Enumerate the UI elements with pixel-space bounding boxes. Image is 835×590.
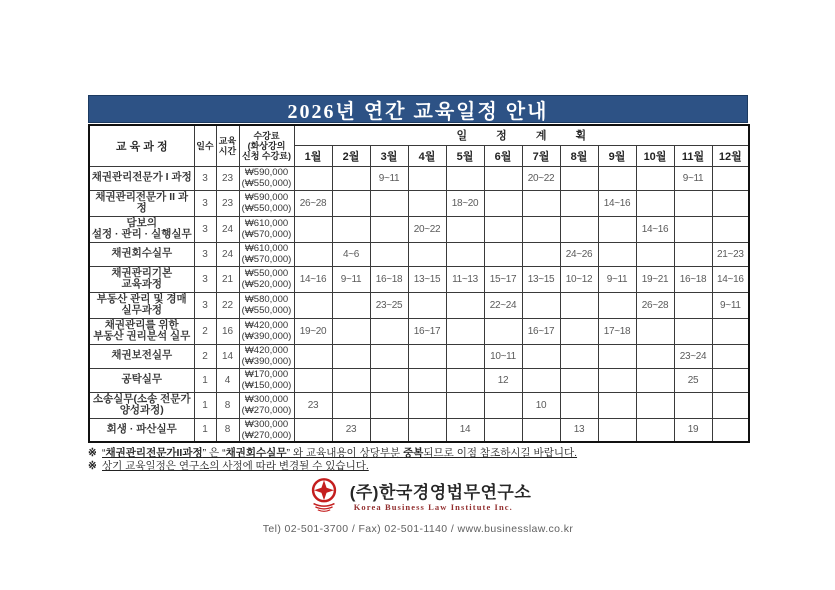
- days-cell: 3: [194, 216, 216, 242]
- schedule-table-body: [89, 166, 749, 442]
- schedule-cell: [598, 344, 636, 368]
- schedule-cell: 13~15: [408, 266, 446, 292]
- schedule-cell: [332, 392, 370, 418]
- schedule-cell: 23~24: [674, 344, 712, 368]
- schedule-cell: 9~11: [674, 166, 712, 190]
- note-1: [88, 447, 748, 460]
- course-name-cell: 채권관리전문가 II 과정: [89, 190, 194, 216]
- hours-cell: 23: [216, 190, 239, 216]
- hours-cell: 14: [216, 344, 239, 368]
- schedule-cell: [370, 418, 408, 442]
- schedule-cell: [560, 368, 598, 392]
- schedule-cell: [636, 368, 674, 392]
- schedule-cell: 14~16: [294, 266, 332, 292]
- course-name-cell: 채권회수실무: [89, 242, 194, 266]
- hours-cell: 24: [216, 242, 239, 266]
- schedule-cell: 19~20: [294, 318, 332, 344]
- course-name-cell: 채권관리기본 교육과정: [89, 266, 194, 292]
- schedule-cell: 13: [560, 418, 598, 442]
- schedule-cell: [446, 242, 484, 266]
- schedule-cell: [332, 190, 370, 216]
- company-name-english: Korea Business Law Institute Inc.: [353, 501, 513, 512]
- hours-column-header: 교육 시간: [216, 125, 239, 166]
- days-cell: 1: [194, 418, 216, 442]
- hours-cell: 4: [216, 368, 239, 392]
- header-row-1: [89, 125, 749, 145]
- days-cell: 2: [194, 318, 216, 344]
- schedule-cell: [408, 166, 446, 190]
- month-header: 2월: [332, 145, 370, 166]
- fee-cell: ₩590,000 (₩550,000): [239, 190, 294, 216]
- fee-cell: ₩610,000 (₩570,000): [239, 242, 294, 266]
- schedule-cell: [712, 344, 749, 368]
- schedule-cell: [636, 392, 674, 418]
- fee-column-header: 수강료 (화상강의 신청 수강료): [239, 125, 294, 166]
- schedule-cell: [674, 216, 712, 242]
- schedule-cell: [294, 368, 332, 392]
- course-row: [89, 318, 749, 344]
- schedule-cell: [332, 368, 370, 392]
- schedule-cell: 10~12: [560, 266, 598, 292]
- company-name-block: [350, 484, 532, 512]
- month-header: 3월: [370, 145, 408, 166]
- schedule-cell: [446, 318, 484, 344]
- month-header: 4월: [408, 145, 446, 166]
- schedule-cell: 9~11: [712, 292, 749, 318]
- schedule-cell: [332, 166, 370, 190]
- content-area: [88, 95, 748, 535]
- schedule-cell: [712, 318, 749, 344]
- schedule-cell: [408, 292, 446, 318]
- schedule-cell: 16~18: [370, 266, 408, 292]
- schedule-cell: [294, 344, 332, 368]
- schedule-cell: [636, 344, 674, 368]
- schedule-cell: 20~22: [408, 216, 446, 242]
- title-bar: [88, 95, 748, 123]
- days-cell: 1: [194, 392, 216, 418]
- course-name-cell: 채권관리전문가 I 과정: [89, 166, 194, 190]
- schedule-cell: [484, 418, 522, 442]
- course-row: [89, 392, 749, 418]
- company-logo-icon: [305, 476, 343, 519]
- course-row: [89, 292, 749, 318]
- schedule-cell: [332, 216, 370, 242]
- logo-row: [88, 476, 748, 519]
- fee-cell: ₩550,000 (₩520,000): [239, 266, 294, 292]
- schedule-cell: [674, 190, 712, 216]
- schedule-cell: 13~15: [522, 266, 560, 292]
- schedule-cell: 14: [446, 418, 484, 442]
- schedule-cell: [560, 292, 598, 318]
- schedule-cell: [370, 368, 408, 392]
- schedule-cell: [598, 242, 636, 266]
- schedule-cell: [522, 418, 560, 442]
- schedule-cell: 18~20: [446, 190, 484, 216]
- fee-cell: ₩300,000 (₩270,000): [239, 392, 294, 418]
- schedule-cell: [560, 216, 598, 242]
- note-2-text: 상기 교육일정은 연구소의 사정에 따라 변경될 수 있습니다.: [102, 460, 369, 472]
- schedule-cell: [636, 242, 674, 266]
- schedule-cell: [636, 418, 674, 442]
- schedule-cell: [522, 292, 560, 318]
- hours-cell: 16: [216, 318, 239, 344]
- schedule-cell: 20~22: [522, 166, 560, 190]
- schedule-cell: [446, 344, 484, 368]
- schedule-cell: 14~16: [598, 190, 636, 216]
- schedule-cell: 9~11: [598, 266, 636, 292]
- fee-cell: ₩420,000 (₩390,000): [239, 344, 294, 368]
- schedule-cell: [598, 292, 636, 318]
- schedule-cell: [712, 190, 749, 216]
- schedule-cell: 22~24: [484, 292, 522, 318]
- note-1-text: “채권관리전문가II과정” 은 “채권회수실무” 와 교육내용이 상당부분 중복되므로 이점 참조하시길 바랍니다.: [102, 447, 578, 459]
- schedule-cell: [370, 242, 408, 266]
- fee-cell: ₩580,000 (₩550,000): [239, 292, 294, 318]
- schedule-cell: 4~6: [332, 242, 370, 266]
- days-cell: 3: [194, 242, 216, 266]
- schedule-cell: 26~28: [294, 190, 332, 216]
- fee-cell: ₩170,000 (₩150,000): [239, 368, 294, 392]
- page-title: 2026년 연간 교육일정 안내: [287, 100, 549, 123]
- schedule-cell: [674, 392, 712, 418]
- schedule-cell: [560, 392, 598, 418]
- course-row: [89, 344, 749, 368]
- schedule-cell: 17~18: [598, 318, 636, 344]
- schedule-cell: 16~17: [522, 318, 560, 344]
- schedule-cell: [446, 216, 484, 242]
- schedule-cell: [294, 292, 332, 318]
- schedule-cell: [598, 392, 636, 418]
- hours-cell: 23: [216, 166, 239, 190]
- schedule-cell: [294, 242, 332, 266]
- month-header: 9월: [598, 145, 636, 166]
- notes: [88, 447, 748, 473]
- course-name-cell: 부동산 관리 및 경매 실무과정: [89, 292, 194, 318]
- course-row: [89, 242, 749, 266]
- schedule-cell: [370, 216, 408, 242]
- schedule-cell: [598, 418, 636, 442]
- schedule-cell: [408, 392, 446, 418]
- days-cell: 3: [194, 190, 216, 216]
- schedule-cell: [370, 344, 408, 368]
- schedule-cell: [484, 166, 522, 190]
- course-row: [89, 190, 749, 216]
- fee-cell: ₩590,000 (₩550,000): [239, 166, 294, 190]
- course-name-cell: 채권보전실무: [89, 344, 194, 368]
- course-row: [89, 166, 749, 190]
- note-2-marker: ※: [88, 460, 97, 472]
- schedule-cell: [370, 190, 408, 216]
- schedule-cell: 10: [522, 392, 560, 418]
- schedule-cell: [484, 318, 522, 344]
- course-name-cell: 담보의 설정 · 관리 · 실행실무: [89, 216, 194, 242]
- schedule-cell: [332, 344, 370, 368]
- schedule-cell: [446, 292, 484, 318]
- schedule-cell: 21~23: [712, 242, 749, 266]
- company-name-korean: (주)한국경영법무연구소: [349, 482, 532, 502]
- schedule-cell: [446, 368, 484, 392]
- schedule-cell: [636, 318, 674, 344]
- schedule-cell: 12: [484, 368, 522, 392]
- days-column-header: 일수: [194, 125, 216, 166]
- month-header: 12월: [712, 145, 749, 166]
- schedule-cell: [408, 368, 446, 392]
- schedule-cell: [446, 166, 484, 190]
- month-header: 7월: [522, 145, 560, 166]
- contact-info: Tel) 02-501-3700 / Fax) 02-501-1140 / www.businesslaw.co.kr: [262, 523, 574, 535]
- course-column-header: 교 육 과 정: [89, 125, 194, 166]
- schedule-cell: [408, 242, 446, 266]
- fee-cell: ₩610,000 (₩570,000): [239, 216, 294, 242]
- course-name-cell: 채권관리를 위한 부동산 권리분석 실무: [89, 318, 194, 344]
- days-cell: 2: [194, 344, 216, 368]
- schedule-cell: [332, 292, 370, 318]
- note-2: [88, 460, 748, 473]
- schedule-cell: [294, 216, 332, 242]
- schedule-cell: [484, 190, 522, 216]
- hours-cell: 22: [216, 292, 239, 318]
- month-header: 11월: [674, 145, 712, 166]
- schedule-cell: [522, 216, 560, 242]
- hours-cell: 24: [216, 216, 239, 242]
- month-header: 1월: [294, 145, 332, 166]
- hours-cell: 21: [216, 266, 239, 292]
- schedule-cell: 15~17: [484, 266, 522, 292]
- schedule-cell: [408, 418, 446, 442]
- hours-cell: 8: [216, 392, 239, 418]
- schedule-cell: [408, 190, 446, 216]
- schedule-cell: [408, 344, 446, 368]
- schedule-cell: [522, 368, 560, 392]
- schedule-cell: [560, 318, 598, 344]
- schedule-cell: [370, 392, 408, 418]
- schedule-plan-header: 일 정 계 획: [294, 125, 749, 145]
- hours-cell: 8: [216, 418, 239, 442]
- schedule-cell: [712, 216, 749, 242]
- schedule-cell: 19: [674, 418, 712, 442]
- days-cell: 3: [194, 166, 216, 190]
- schedule-cell: [712, 418, 749, 442]
- schedule-cell: [560, 344, 598, 368]
- schedule-cell: [598, 368, 636, 392]
- schedule-cell: [636, 190, 674, 216]
- schedule-cell: [712, 392, 749, 418]
- fee-cell: ₩420,000 (₩390,000): [239, 318, 294, 344]
- schedule-cell: 11~13: [446, 266, 484, 292]
- schedule-cell: 25: [674, 368, 712, 392]
- schedule-cell: [560, 166, 598, 190]
- note-1-marker: ※: [88, 447, 97, 459]
- schedule-cell: 14~16: [636, 216, 674, 242]
- course-row: [89, 266, 749, 292]
- schedule-cell: [522, 242, 560, 266]
- schedule-cell: [674, 292, 712, 318]
- course-name-cell: 회생 · 파산실무: [89, 418, 194, 442]
- schedule-cell: 10~11: [484, 344, 522, 368]
- schedule-cell: 9~11: [370, 166, 408, 190]
- schedule-cell: [712, 368, 749, 392]
- schedule-cell: [598, 166, 636, 190]
- schedule-cell: [484, 216, 522, 242]
- schedule-cell: [674, 318, 712, 344]
- footer: [88, 476, 748, 535]
- schedule-cell: [370, 318, 408, 344]
- schedule-cell: [560, 190, 598, 216]
- schedule-table: [88, 124, 750, 443]
- month-header: 10월: [636, 145, 674, 166]
- month-header: 5월: [446, 145, 484, 166]
- schedule-cell: [484, 242, 522, 266]
- schedule-cell: [522, 344, 560, 368]
- schedule-cell: [294, 166, 332, 190]
- days-cell: 3: [194, 292, 216, 318]
- month-header: 8월: [560, 145, 598, 166]
- course-row: [89, 368, 749, 392]
- schedule-cell: [522, 190, 560, 216]
- days-cell: 3: [194, 266, 216, 292]
- schedule-cell: 19~21: [636, 266, 674, 292]
- schedule-cell: [446, 392, 484, 418]
- schedule-cell: 16~17: [408, 318, 446, 344]
- schedule-cell: 23~25: [370, 292, 408, 318]
- days-cell: 1: [194, 368, 216, 392]
- schedule-cell: 24~26: [560, 242, 598, 266]
- schedule-cell: 23: [332, 418, 370, 442]
- schedule-cell: 14~16: [712, 266, 749, 292]
- fee-cell: ₩300,000 (₩270,000): [239, 418, 294, 442]
- course-name-cell: 공탁실무: [89, 368, 194, 392]
- schedule-cell: [636, 166, 674, 190]
- course-row: [89, 418, 749, 442]
- schedule-cell: 16~18: [674, 266, 712, 292]
- schedule-cell: [332, 318, 370, 344]
- month-header: 6월: [484, 145, 522, 166]
- schedule-cell: [484, 392, 522, 418]
- schedule-cell: 26~28: [636, 292, 674, 318]
- schedule-cell: [712, 166, 749, 190]
- schedule-cell: 9~11: [332, 266, 370, 292]
- schedule-cell: [294, 418, 332, 442]
- schedule-cell: [598, 216, 636, 242]
- course-row: [89, 216, 749, 242]
- schedule-cell: 23: [294, 392, 332, 418]
- course-name-cell: 소송실무(소송 전문가 양성과정): [89, 392, 194, 418]
- schedule-cell: [674, 242, 712, 266]
